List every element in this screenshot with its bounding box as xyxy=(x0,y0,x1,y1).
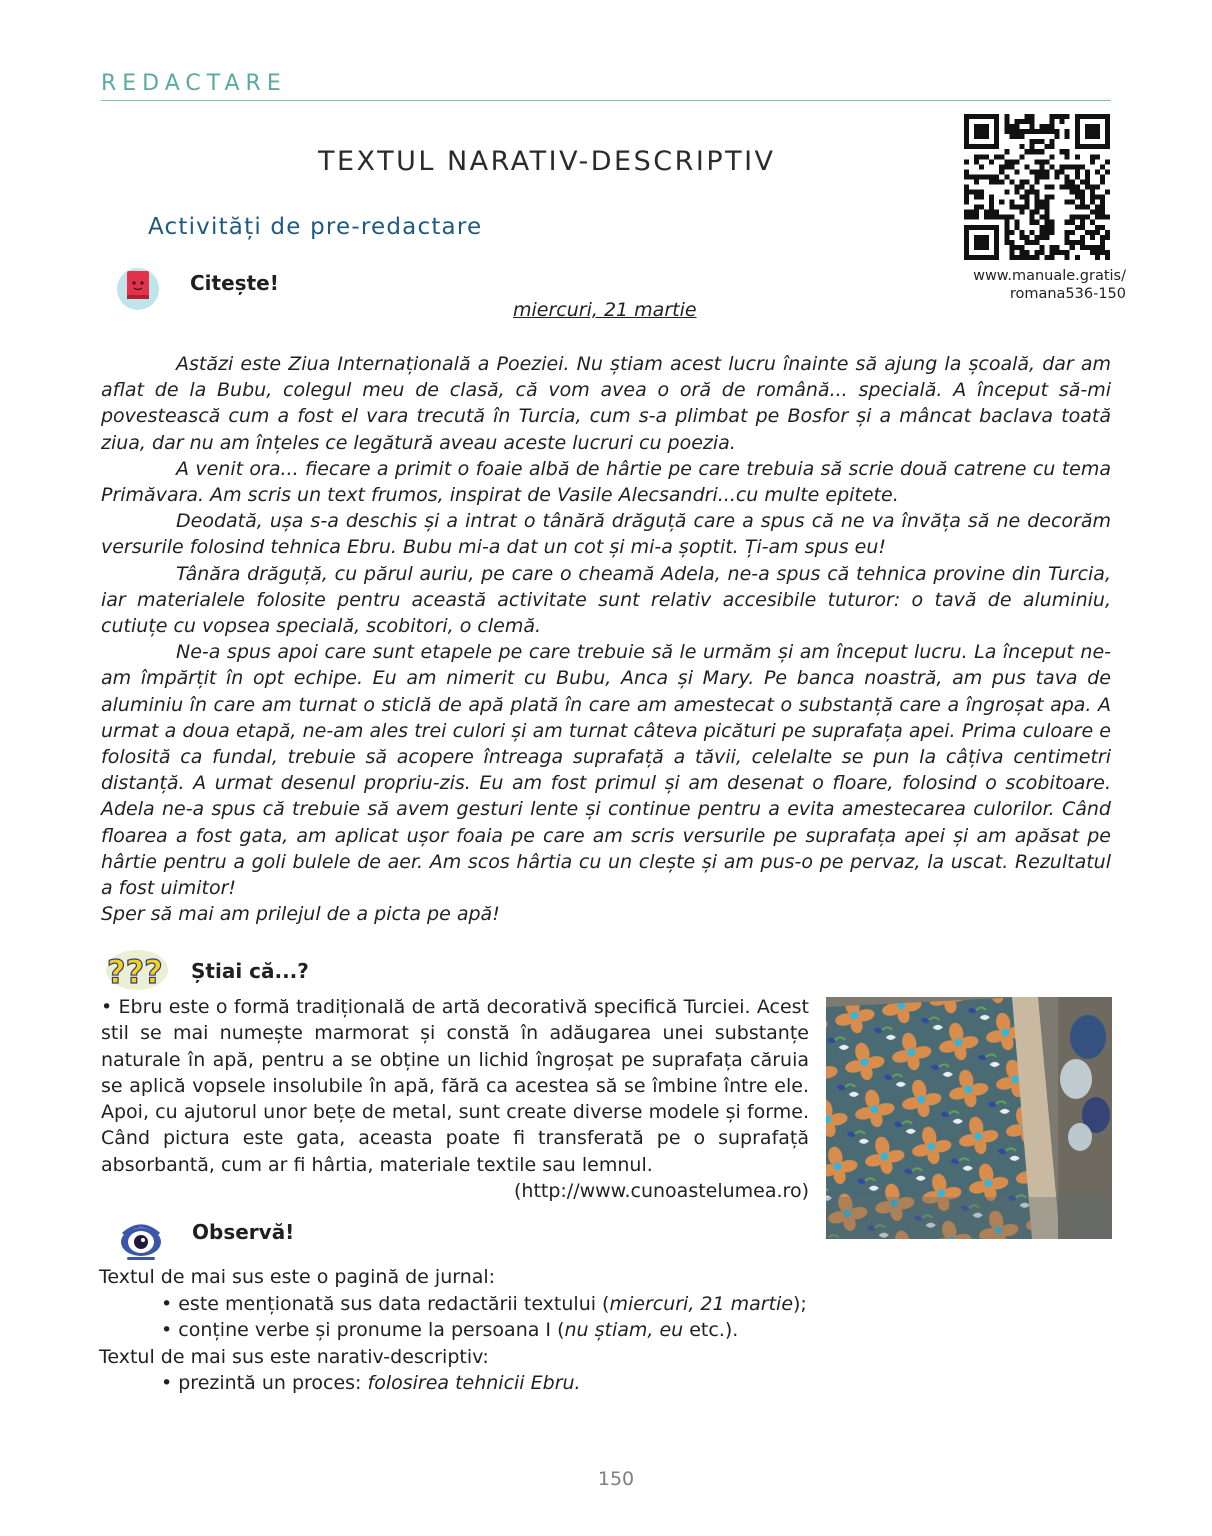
subheading: Activități de pre-redactare xyxy=(148,214,483,240)
story-paragraph: A venit ora... fiecare a primit o foaie albă de hârtie pe care trebuia să scrie două catrene cu tema Primăvara. Am scris un text frumos, inspirat de Vasile Alecsandri...cu multe epitete. xyxy=(101,457,1111,507)
fact-body xyxy=(101,994,809,1204)
story-paragraph: Ne-a spus apoi care sunt etapele pe care trebuie să le urmăm și am început lucru. La început ne-am împărțit în opt echipe. Eu am nimerit cu Bubu, Anca și Mary. Pe banca noastră, am pus tava de aluminiu în care am turnat o sticlă de apă plată în care am amestecat o substanță care a îngroșat apa. A urmat a doua etapă, ne-am ales trei culori și am turnat câteva picături pe suprafața apei. Prima culoare e folosită ca fundal, trebuie să acopere întreaga suprafață a tăvii, celelalte se pun la câțiva centimetri distanță. A urmat desenul propriu-zis. Eu am fost primul și am desenat o floare, folosind o scobitoare. Adela ne-a spus că trebuie să avem gesturi lente și continue pentru a evita amestecarea culorilor. Când floarea a fost gata, am aplicat ușor foaia pe care am scris versurile pe suprafața apei și am apăsat pe hârtie pentru a goli bulele de aer. Am scos hârtia cu un clește și am pus-o pe pervaz, la uscat. Rezultatul a fost uimitor! xyxy=(101,641,1111,900)
page-number: 150 xyxy=(597,1468,635,1490)
eye-icon xyxy=(113,1212,169,1268)
fact-heading: Știai că...? xyxy=(191,959,309,983)
observe-line: Textul de mai sus este o pagină de jurnal: xyxy=(99,1266,496,1288)
bullet-text: • prezintă un proces: xyxy=(161,1372,368,1394)
bullet-italic: folosirea tehnicii Ebru. xyxy=(367,1372,581,1394)
bullet-text: • conține verbe și pronume la persoana I ( xyxy=(161,1319,565,1341)
book-icon xyxy=(113,262,169,318)
bullet-text: • este menționată sus data redactării textului ( xyxy=(161,1292,610,1315)
qr-code[interactable] xyxy=(964,114,1110,260)
story-paragraph: Deodată, ușa s-a deschis și a intrat o tânără drăguță care a spus că ne va învăța să ne decorăm versurile folosind tehnica Ebru. Bubu mi-a dat un cot și mi-a șoptit. Ți-am spus eu! xyxy=(101,510,1111,559)
ebru-painting-photo xyxy=(826,997,1112,1239)
qr-caption[interactable] xyxy=(940,267,1126,303)
observe-line: Textul de mai sus este narativ-descriptiv: xyxy=(99,1345,489,1368)
story-paragraph: Tânăra drăguță, cu părul auriu, pe care o cheamă Adela, ne-a spus că tehnica provine din Turcia, iar materialele folosite pentru această activitate sunt relativ accesibile tuturor: o tavă de aluminiu, cutiuțe cu vopsea specială, scobitori, o clemă. xyxy=(101,562,1111,638)
bullet-italic: nu știam, eu xyxy=(564,1319,684,1341)
read-heading: Citește! xyxy=(190,271,279,295)
fact-source: (http://www.cunoastelumea.ro) xyxy=(513,1180,809,1203)
bullet-text: ); xyxy=(793,1292,807,1315)
bullet-italic: miercuri, 21 martie xyxy=(609,1292,794,1315)
question-marks-icon xyxy=(104,944,170,994)
svg-text:???: ??? xyxy=(107,953,163,991)
observe-bullet xyxy=(99,1317,999,1344)
section-label: REDACTARE xyxy=(101,71,287,96)
story-closing: Sper să mai am prilejul de a picta pe apă! xyxy=(101,903,500,926)
diary-date: miercuri, 21 martie xyxy=(513,299,697,321)
bullet-text: etc.). xyxy=(683,1319,739,1341)
story-paragraph: Astăzi este Ziua Internațională a Poeziei. Nu știam acest lucru înainte să ajung la școală, dar am aflat de la Bubu, colegul meu de clasă, că vom avea o oră de română... specială. A început să-mi povestească cum a fost el vara trecută în Turcia, cum s-a plimbat pe Bosfor și a mâncat baclava toată ziua, dar nu am înțeles ce legătură aveau aceste lucruri cu poezia. xyxy=(101,353,1111,454)
page-title: TEXTUL NARATIV-DESCRIPTIV xyxy=(318,146,776,177)
qr-caption-line1: www.manuale.gratis/ xyxy=(973,268,1126,284)
qr-caption-line2: romana536-150 xyxy=(1009,286,1126,302)
fact-text: • Ebru este o formă tradițională de artă decorativă specifică Turciei. Acest stil se mai numește marmorat și constă în adăugarea unei substanțe naturale în apă, pentru a se obține un lichid îngroșat pe suprafața căruia se aplică vopsele insolubile în apă, fără ca acestea să se îmbine între ele. Apoi, cu ajutorul unor bețe de metal, sunt create diverse modele și forme. Când pictura este gata, aceasta poate fi transferată pe o suprafață absorbantă, cum ar fi hârtia, materiale textile sau lemnul. xyxy=(101,996,809,1176)
observe-bullet xyxy=(99,1291,999,1318)
observe-body xyxy=(99,1264,999,1397)
observe-bullet xyxy=(99,1370,999,1397)
observe-heading: Observă! xyxy=(192,1220,295,1244)
diary-story xyxy=(101,351,1111,927)
section-divider xyxy=(101,100,1111,101)
